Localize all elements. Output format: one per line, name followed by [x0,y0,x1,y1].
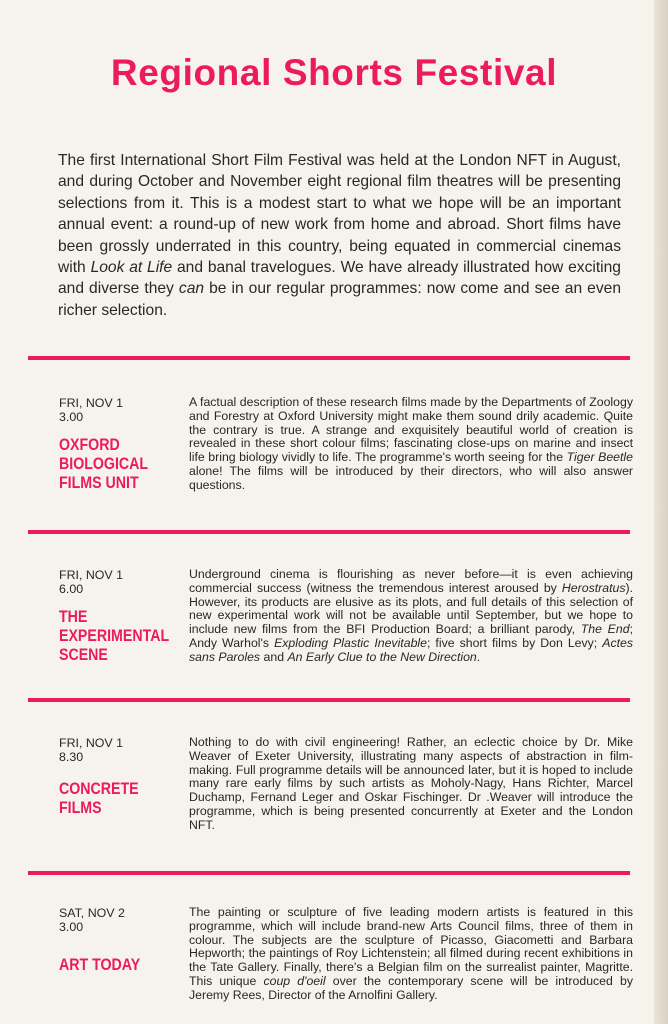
divider-rule [28,530,630,534]
event-title-line: FILMS [59,799,102,817]
event-datetime [59,736,179,764]
divider-rule [28,871,630,875]
desc-italic: Herostratus [561,580,626,595]
event-datetime [59,396,179,424]
desc-italic: Actes sans Paroles [189,635,634,664]
intro-text-1: The first International Short Film Festival was held at the London NFT in August, and during October and November eight regional film theatres will be presenting selections from it. This is a modest start to what we hope will be an important annual event: a round-up of new work from home and abroad. Short films have been grossly underrated in this country, being equated in commercial cinemas with [58,152,621,277]
event-title [59,780,171,818]
desc-text: The painting or sculpture of five leading modern artists is featured in this programme, which will include brand-new Arts Council films, three of them in colour. The subjects are the sculpture of Picasso, Giacometti and Barbara Hepworth; the paintings of Roy Lichtenstein; all filmed during recent exhibitions in the Tate Gallery. Finally, there's a Belgian film on the surrealist painter, Magritte. This unique [189,905,633,988]
event-description [189,906,633,1003]
desc-text: ; five short films by Don Levy; [426,635,603,650]
desc-text: ). However, its products are elusive as its plots, and full details of this selection of new experimental work will not be available until September, but we hope to include new films from the BFI Production Board; a brilliant parody, [189,580,633,637]
event-date: SAT, NOV 2 [59,906,125,920]
event-date: FRI, NOV 1 [59,736,124,750]
event-title-line: SCENE [59,646,108,664]
desc-text: . [476,649,481,664]
event-datetime [59,568,179,596]
event-description [189,736,633,833]
event-time: 8.30 [59,750,84,764]
desc-italic: Tiger Beetle [566,450,633,465]
event-time: 3.00 [59,920,84,934]
intro-italic-2: can [178,280,205,298]
event-description [189,396,633,493]
page-edge-shadow [654,0,668,1024]
desc-text: Underground cinema is flourishing as never before—it is even achieving commercial success (witness the tremendous interest aroused by [189,567,633,595]
event-title [59,956,171,975]
intro-text-3: be in our regular programmes: now come and see an even richer selection. [58,280,621,319]
event-title [59,436,171,493]
desc-text: over the contemporary scene will be introduced by Jeremy Rees, Director of the Arnolfini Gallery. [189,973,633,1002]
event-title-line: ART TODAY [59,956,141,974]
divider-rule [28,356,630,360]
event-title-line: THE [59,608,88,626]
desc-italic: Exploding Plastic Inevitable [274,635,427,650]
event-title-line: FILMS UNIT [59,474,139,492]
desc-text: A factual description of these research films made by the Departments of Zoology and Forestry at Oxford University might make them sound drily academic. Quite the contrary is true. A strange and exquisitely beautiful world of creation is revealed in these short colour films; fascinating close-ups on marine and insect life bring biology vividly to life. The programme's worth seeing for the [189,395,633,465]
desc-italic: coup d'oeil [263,973,326,988]
divider-rule [28,698,630,702]
desc-text: alone! The films will be introduced by their directors, who will also answer questions. [189,463,633,492]
intro-paragraph [58,150,621,321]
event-title [59,608,171,665]
desc-italic: An Early Clue to the New Direction [287,649,477,664]
event-title-line: OXFORD [59,436,120,454]
desc-text: and [260,649,288,664]
event-date: FRI, NOV 1 [59,568,124,582]
event-title-line: EXPERIMENTAL [59,627,170,645]
event-time: 6.00 [59,582,84,596]
desc-italic: The End [580,622,630,637]
page-title: Regional Shorts Festival [110,52,558,93]
desc-text: Nothing to do with civil engineering! Rather, an eclectic choice by Dr. Mike Weaver of Exeter University, illustrating many aspects of abstraction in film-making. Full programme details will be announced later, but it is hoped to include many rare early films by such artists as Moholy-Nagy, Hans Richter, Marcel Duchamp, Fernand Leger and Oskar Fischinger. Dr .Weaver will introduce the programme, which is being presented concurrently at Exeter and the London NFT. [189,735,633,832]
event-title-line: BIOLOGICAL [59,455,149,473]
event-time: 3.00 [59,410,84,424]
intro-italic-1: Look at Life [90,259,173,277]
event-description [189,568,633,665]
event-title-line: CONCRETE [59,780,139,798]
intro-text-2: and banal travelogues. We have already illustrated how exciting and diverse they [58,259,621,298]
event-datetime [59,906,179,934]
desc-text: ; Andy Warhol's [189,622,633,650]
event-date: FRI, NOV 1 [59,396,124,410]
